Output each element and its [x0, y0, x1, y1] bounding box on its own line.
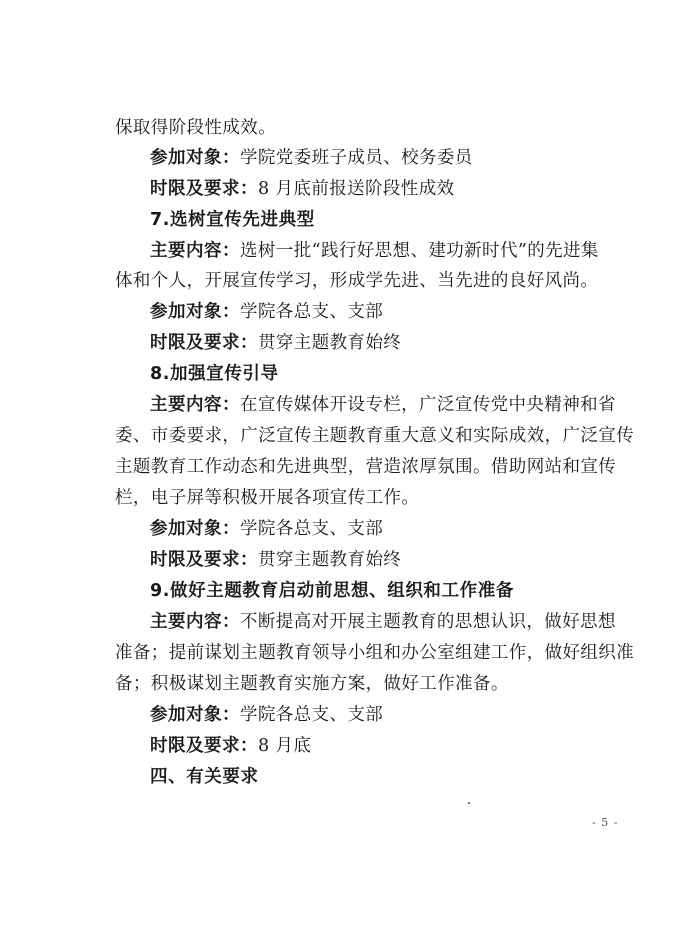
- content-line: [150, 238, 599, 264]
- participants-label: 参加对象：: [150, 148, 240, 168]
- participants-value: 学院党委班子成员、校务委员: [240, 148, 473, 168]
- deadline-value: 贯穿主题教育始终: [258, 333, 402, 353]
- participants-line: [150, 516, 383, 542]
- content-line: 委、市委要求，广泛宣传主题教育重大意义和实际成效，广泛宣传: [115, 426, 635, 446]
- scan-speck: [468, 802, 470, 804]
- page-number: - 5 -: [592, 816, 619, 829]
- content-value: 不断提高对开展主题教育的思想认识，做好思想: [240, 612, 616, 632]
- item-heading: 8.加强宣传引导: [150, 364, 279, 384]
- participants-line: [150, 299, 383, 325]
- content-line: 主题教育工作动态和先进典型，营造浓厚氛围。借助网站和宣传: [115, 457, 617, 477]
- section-heading: 四、有关要求: [150, 767, 259, 787]
- content-line: 体和个人，开展宣传学习，形成学先进、当先进的良好风尚。: [115, 271, 599, 291]
- participants-value: 学院各总支、支部: [240, 302, 384, 322]
- participants-label: 参加对象：: [150, 705, 240, 725]
- deadline-line: [150, 176, 455, 202]
- deadline-line: [150, 330, 401, 356]
- participants-line: [150, 702, 383, 728]
- content-line: [150, 392, 616, 418]
- deadline-line: [150, 733, 311, 759]
- body-line: 保取得阶段性成效。: [115, 118, 277, 138]
- item-heading: 7.选树宣传先进典型: [150, 210, 315, 230]
- item-heading: 9.做好主题教育启动前思想、组织和工作准备: [150, 581, 514, 601]
- content-line: 栏，电子屏等积极开展各项宣传工作。: [115, 488, 420, 508]
- deadline-label: 时限及要求：: [150, 333, 258, 353]
- content-label: 主要内容：: [150, 241, 240, 261]
- content-label: 主要内容：: [150, 395, 240, 415]
- deadline-value: 8 月底: [258, 736, 312, 756]
- content-line: 备；积极谋划主题教育实施方案，做好工作准备。: [115, 674, 509, 694]
- participants-label: 参加对象：: [150, 302, 240, 322]
- content-line: [150, 609, 616, 635]
- deadline-line: [150, 547, 401, 573]
- content-value: 选树一批“践行好思想、建功新时代”的先进集: [240, 241, 599, 261]
- participants-value: 学院各总支、支部: [240, 705, 384, 725]
- deadline-label: 时限及要求：: [150, 736, 258, 756]
- content-line: 准备；提前谋划主题教育领导小组和办公室组建工作，做好组织准: [115, 643, 635, 663]
- content-label: 主要内容：: [150, 612, 240, 632]
- deadline-label: 时限及要求：: [150, 179, 258, 199]
- deadline-value: 贯穿主题教育始终: [258, 550, 402, 570]
- participants-line: [150, 145, 473, 171]
- content-value: 在宣传媒体开设专栏，广泛宣传党中央精神和省: [240, 395, 616, 415]
- deadline-value: 8 月底前报送阶段性成效: [258, 179, 455, 199]
- deadline-label: 时限及要求：: [150, 550, 258, 570]
- participants-label: 参加对象：: [150, 519, 240, 539]
- participants-value: 学院各总支、支部: [240, 519, 384, 539]
